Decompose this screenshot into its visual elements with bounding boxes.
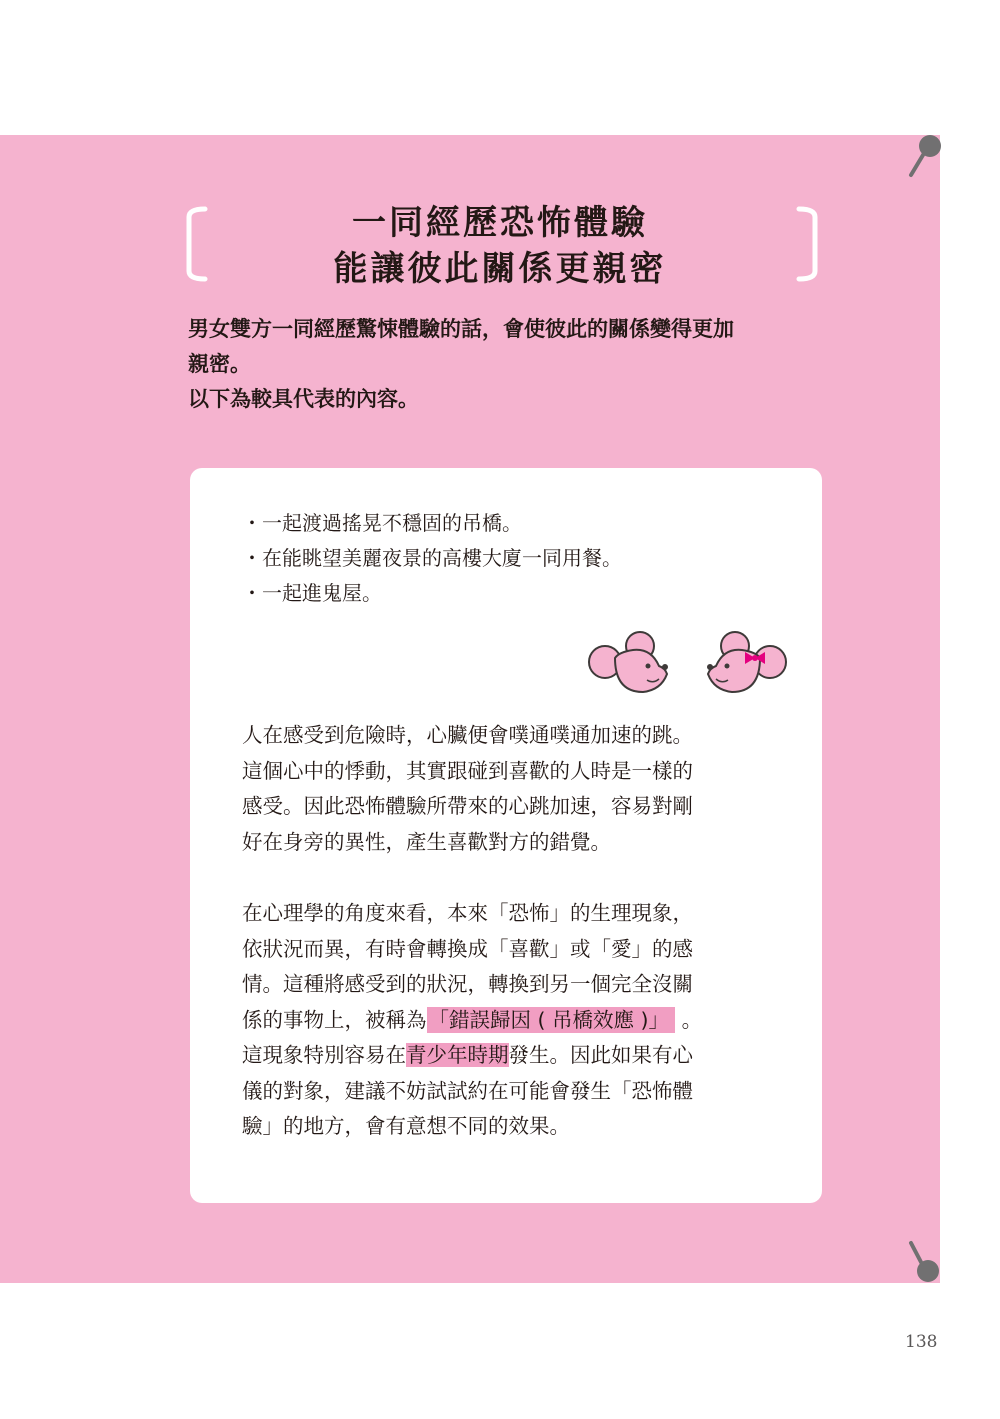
mouse-right	[707, 632, 786, 692]
title-line-1: 一同經歷恐怖體驗	[352, 203, 648, 243]
bullet-marker: ・	[242, 511, 262, 535]
list-item	[242, 576, 782, 611]
intro-text	[188, 312, 848, 417]
line-text: 這現象特別容易在	[242, 1043, 406, 1067]
paragraph-heartbeat	[242, 718, 787, 860]
mouse-left	[589, 632, 668, 692]
paragraph-psychology	[242, 896, 787, 1145]
paragraph-line: 儀的對象，建議不妨試試約在可能會發生「恐怖體	[242, 1078, 693, 1103]
paragraph-line: 在心理學的角度來看，本來「恐怖」的生理現象，	[242, 901, 693, 925]
paragraph-line: 人在感受到危險時，心臟便會噗通噗通加速的跳。	[242, 723, 693, 747]
list-item	[242, 506, 782, 541]
bullet-marker: ・	[242, 581, 262, 605]
left-bracket-decoration	[183, 205, 209, 283]
paragraph-line	[242, 1038, 787, 1074]
line-text: 發生。因此如果有心	[508, 1043, 693, 1067]
bullet-marker: ・	[242, 546, 262, 570]
intro-line-1: 男女雙方一同經歷驚悚體驗的話，會使彼此的關係變得更加	[188, 317, 734, 341]
intro-line-3: 以下為較具代表的內容。	[188, 387, 419, 411]
mice-illustration	[585, 628, 790, 698]
paragraph-line: 驗」的地方，會有意想不同的效果。	[242, 1114, 570, 1138]
list-item	[242, 541, 782, 576]
pushpin-icon	[900, 132, 944, 182]
list-item-text: 在能眺望美麗夜景的高樓大廈一同用餐。	[262, 546, 622, 570]
intro-line-2: 親密。	[188, 352, 251, 376]
bullet-list	[242, 506, 782, 611]
page-title	[220, 200, 780, 292]
right-bracket-decoration	[795, 205, 821, 283]
paragraph-line: 好在身旁的異性，產生喜歡對方的錯覺。	[242, 829, 611, 854]
paragraph-line: 這個心中的悸動，其實跟碰到喜歡的人時是一樣的	[242, 758, 693, 783]
highlight-adolescence: 青少年時期	[406, 1043, 509, 1067]
list-item-text: 一起進鬼屋。	[262, 581, 382, 605]
paragraph-line	[242, 1003, 787, 1039]
paragraph-line: 情。這種將感受到的狀況，轉換到另一個完全沒關	[242, 972, 693, 996]
highlight-misattribution: 「錯誤歸因 ( 吊橋效應 )」	[427, 1007, 676, 1033]
pushpin-icon	[900, 1236, 944, 1286]
paragraph-line: 感受。因此恐怖體驗所帶來的心跳加速，容易對剛	[242, 794, 693, 818]
title-line-2: 能讓彼此關係更親密	[333, 249, 667, 289]
paragraph-line: 依狀況而異，有時會轉換成「喜歡」或「愛」的感	[242, 936, 693, 961]
page-number: 138	[905, 1332, 938, 1352]
line-text: 。	[675, 1007, 703, 1032]
line-text: 係的事物上，被稱為	[242, 1007, 427, 1032]
list-item-text: 一起渡過搖晃不穩固的吊橋。	[262, 511, 522, 535]
